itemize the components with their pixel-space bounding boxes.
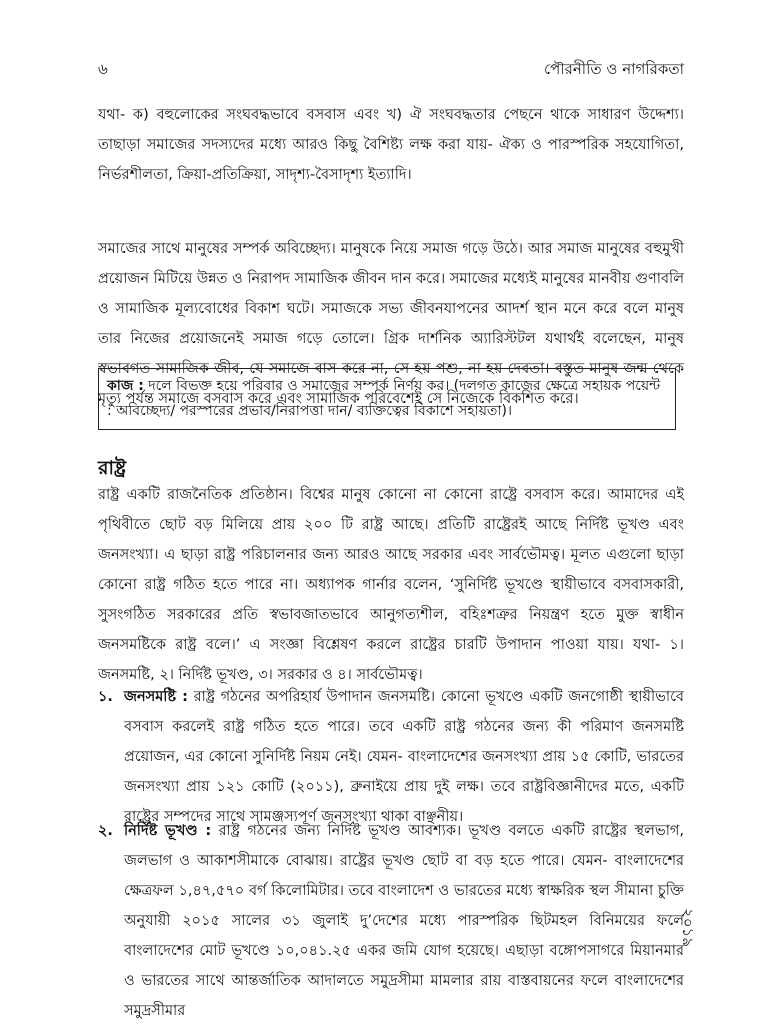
list-item-term: জনসমষ্টি : <box>124 689 188 705</box>
running-header-title: পৌরনীতি ও নাগরিকতা <box>544 60 684 78</box>
list-item-body <box>124 816 684 1026</box>
paragraph-state-definition: রাষ্ট্র একটি রাজনৈতিক প্রতিষ্ঠান। বিশ্বের মানুষ কোনো না কোনো রাষ্ট্রে বসবাস করে। আমাদের এই পৃথিবীতে ছোট বড় মিলিয়ে প্রায় ২০০ টি রাষ্ট্র আছে। প্রতিটি রাষ্ট্রেরই আছে নির্দিষ্ট ভূখণ্ড এবং জনসংখ্যা। এ ছাড়া রাষ্ট্র পরিচালনার জন্য আরও আছে সরকার এবং সার্বভৌমত্ব। মূলত এগুলো ছাড়া কোনো রাষ্ট্র গঠিত হতে পারে না। অধ্যাপক গার্নার বলেন, ‘সুনির্দিষ্ট ভূখণ্ডে স্থায়ীভাবে বসবাসকারী, সুসংগঠিত সরকারের প্রতি স্বভাবজাতভাবে আনুগত্যশীল, বহিঃশত্রুর নিয়ন্ত্রণ হতে মুক্ত স্বাধীন জনসমষ্টিকে রাষ্ট্র বলে।’ এ সংজ্ঞা বিশ্লেষণ করলে রাষ্ট্রের চারটি উপাদান পাওয়া যায়। যথা- ১। জনসমষ্টি, ২। নির্দিষ্ট ভূখণ্ড, ৩। সরকার ও ৪। সার্বভৌমত্ব। <box>98 487 684 683</box>
paragraph-society-features: যথা- ক) বহুলোকের সংঘবদ্ধভাবে বসবাস এবং খ) ঐ সংঘবদ্ধতার পেছনে থাকে সাধারণ উদ্দেশ্য। তাছাড়া সমাজের সদস্যদের মধ্যে আরও কিছু বৈশিষ্ট্য লক্ষ করা যায়- ঐক্য ও পারস্পরিক সহযোগিতা, নির্ভরশীলতা, ক্রিয়া-প্রতিক্রিয়া, সাদৃশ্য-বৈসাদৃশ্য ইত্যাদি। <box>98 107 684 183</box>
list-item-territory <box>98 816 684 1026</box>
paragraph-society-relation: সমাজের সাথে মানুষের সম্পর্ক অবিচ্ছেদ্য। মানুষকে নিয়ে সমাজ গড়ে উঠে। আর সমাজ মানুষের বহুমুখী প্রয়োজন মিটিয়ে উন্নত ও নিরাপদ সামাজিক জীবন দান করে। সমাজের মধ্যেই মানুষের মানবীয় গুণাবলি ও সামাজিক মূল্যবোধের বিকাশ ঘটে। সমাজকে সভ্য জীবনযাপনের আদর্শ স্থান মনে করে বলে মানুষ তার নিজের প্রয়োজনেই সমাজ গড়ে তোলে। গ্রিক দার্শনিক অ্যারিস্টটল যথার্থই বলেছেন, মানুষ স্বভাবগত সামাজিক জীব, যে সমাজে বাস করে না, সে হয় পশু, না হয় দেবতা। বস্তুত মানুষ জন্ম থেকে মৃত্যু পর্যন্ত সমাজে বসবাস করে এবং সামাজিক পরিবেশেই সে নিজেকে বিকশিত করে। <box>98 241 684 407</box>
list-item-text: রাষ্ট্র গঠনের অপরিহার্য উপাদান জনসমষ্টি। কোনো ভূখণ্ডে একটি জনগোষ্ঠী স্থায়ীভাবে বসবাস করলেই রাষ্ট্র গঠিত হতে পারে। তবে একটি রাষ্ট্র গঠনের জন্য কী পরিমাণ জনসমষ্টি প্রয়োজন, এর কোনো সুনির্দিষ্ট নিয়ম নেই। যেমন- বাংলাদেশের জনসংখ্যা প্রায় ১৫ কোটি, ভারতের জনসংখ্যা প্রায় ১২১ কোটি (২০১১), ব্রুনাইয়ে প্রায় দুই লক্ষ। তবে রাষ্ট্রবিজ্ঞানীদের মতে, একটি রাষ্ট্রের সম্পদের সাথে সামঞ্জস্যপূর্ণ জনসংখ্যা থাকা বাঞ্ছনীয়। <box>124 689 684 825</box>
page-number: ৬ <box>98 60 108 78</box>
list-item-population <box>98 682 684 832</box>
section-heading-state: রাষ্ট্র <box>98 457 127 479</box>
task-box <box>98 368 676 430</box>
list-item-number: ১. <box>98 689 113 705</box>
list-item-term: নির্দিষ্ট ভূখণ্ড : <box>124 823 212 839</box>
list-item-number: ২. <box>98 823 113 839</box>
list-item-body <box>124 682 684 832</box>
task-text: দলে বিভক্ত হয়ে পরিবার ও সমাজের সম্পর্ক নির্ণয় কর। (দলগত কাজের ক্ষেত্রে সহায়ক পয়েন্ট : অবিচ্ছেদ্য/ পরস্পরের প্রভাব/নিরাপত্তা দান/ ব্যক্তিত্বের বিকাশে সহায়তা)। <box>107 378 661 419</box>
list-item-text: রাষ্ট্র গঠনের জন্য নির্দিষ্ট ভূখণ্ড আবশ্যক। ভূখণ্ড বলতে একটি রাষ্ট্রের স্থলভাগ, জলভাগ ও আকাশসীমাকে বোঝায়। রাষ্ট্রের ভূখণ্ড ছোট বা বড় হতে পারে। যেমন- বাংলাদেশের ক্ষেত্রফল ১,৪৭,৫৭০ বর্গ কিলোমিটার। তবে বাংলাদেশ ও ভারতের মধ্যে স্বাক্ষরিক স্থল সীমানা চুক্তি অনুযায়ী ২০১৫ সালের ৩১ জুলাই দু’দেশের মধ্যে পারস্পরিক ছিটমহল বিনিময়ের ফলে বাংলাদেশের মোট ভূখণ্ডে ১০,০৪১.২৫ একর জমি যোগ হয়েছে। এছাড়া বঙ্গোপসাগরে মিয়ানমার ও ভারতের সাথে আন্তর্জাতিক আদালতে সমুদ্রসীমা মামলার রায় বাস্তবায়নের ফলে বাংলাদেশের সমুদ্রসীমার <box>124 823 685 1019</box>
side-page-mark: ২০১৯ <box>679 908 698 947</box>
task-label: কাজ : <box>107 378 144 394</box>
